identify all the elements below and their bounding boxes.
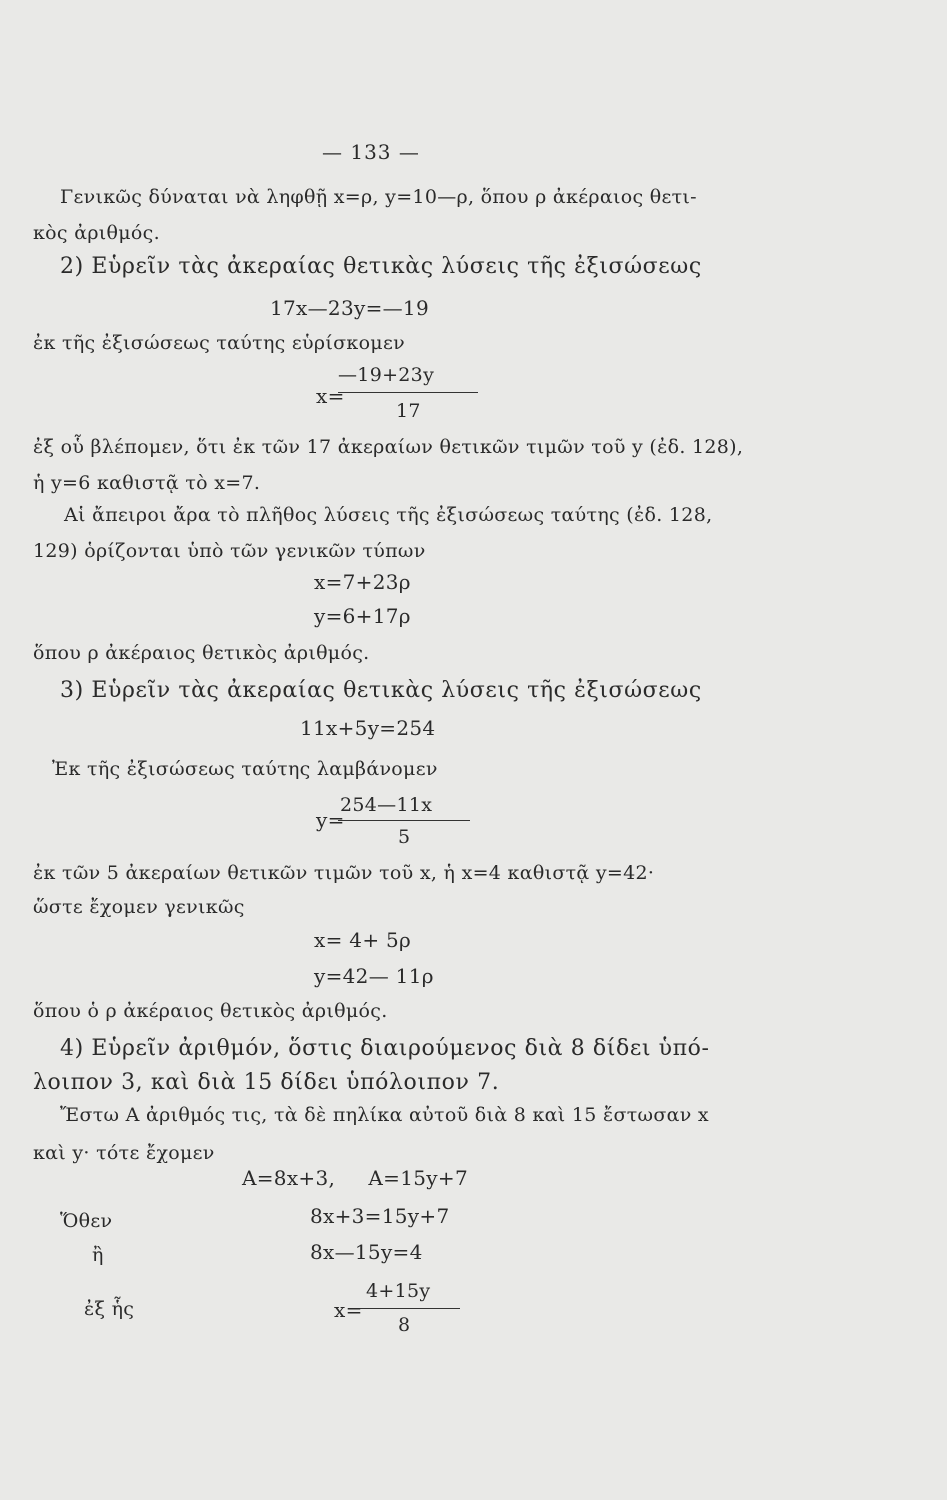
fraction-lhs: x=	[334, 1298, 363, 1322]
fraction-bar	[360, 1308, 460, 1309]
fraction-numerator: 4+15y	[366, 1280, 431, 1302]
equation: 17x—23y=—19	[270, 296, 429, 320]
text-line: ὅπου ρ ἀκέραιος θετικὸς ἀριθμός.	[33, 642, 370, 664]
equation: 8x—15y=4	[310, 1240, 423, 1264]
formula: x= 4+ 5ρ	[314, 928, 412, 952]
text-line: ἐκ τῶν 5 ἀκεραίων θετικῶν τιμῶν τοῦ x, ἡ x=4 καθιστᾷ y=42·	[33, 862, 655, 884]
problem-2-heading: 2) Εὑρεῖν τὰς ἀκεραίας θετικὰς λύσεις τῆς ἐξισώσεως	[60, 254, 702, 279]
page-number: — 133 —	[322, 140, 420, 164]
text-line: Αἱ ἄπειροι ἄρα τὸ πλῆθος λύσεις τῆς ἐξισώσεως ταύτης (ἐδ. 128,	[64, 504, 713, 526]
text-line: ἐκ τῆς ἐξισώσεως ταύτης εὑρίσκομεν	[33, 332, 405, 354]
text-line: 129) ὁρίζονται ὑπὸ τῶν γενικῶν τύπων	[33, 540, 426, 562]
text-line: κὸς ἀριθμός.	[33, 222, 160, 244]
equation: Α=8x+3, Α=15y+7	[242, 1166, 468, 1190]
fraction-denominator: 17	[396, 400, 421, 422]
text-line: ὅπου ὁ ρ ἀκέραιος θετικὸς ἀριθμός.	[33, 1000, 388, 1022]
fraction-denominator: 5	[398, 826, 411, 848]
fraction-lhs: y=	[316, 808, 345, 832]
text-line: ἡ y=6 καθιστᾷ τὸ x=7.	[33, 472, 261, 494]
text-line: Γενικῶς δύναται νὰ ληφθῇ x=ρ, y=10—ρ, ὅπου ρ ἀκέραιος θετι-	[60, 186, 697, 208]
text-line: ἐξ οὗ βλέπομεν, ὅτι ἐκ τῶν 17 ἀκεραίων θετικῶν τιμῶν τοῦ y (ἐδ. 128),	[33, 436, 744, 458]
text-line: ἐξ ἧς	[84, 1298, 135, 1320]
fraction-lhs: x=	[316, 384, 345, 408]
text-line: Ὅθεν	[60, 1210, 113, 1232]
fraction-bar	[338, 820, 470, 821]
equation: 8x+3=15y+7	[310, 1204, 450, 1228]
problem-4-heading: 4) Εὑρεῖν ἀριθμόν, ὅστις διαιρούμενος διὰ 8 δίδει ὑπό-	[60, 1036, 710, 1061]
text-line: ὥστε ἔχομεν γενικῶς	[33, 896, 245, 918]
formula: y=42— 11ρ	[314, 964, 434, 988]
problem-3-heading: 3) Εὑρεῖν τὰς ἀκεραίας θετικὰς λύσεις τῆς ἐξισώσεως	[60, 678, 702, 703]
fraction-denominator: 8	[398, 1314, 411, 1336]
text-line: Ἐκ τῆς ἐξισώσεως ταύτης λαμβάνομεν	[52, 758, 438, 780]
formula: y=6+17ρ	[314, 604, 411, 628]
fraction-bar	[338, 392, 478, 393]
formula: x=7+23ρ	[314, 570, 411, 594]
text-line: καὶ y· τότε ἔχομεν	[33, 1142, 215, 1164]
text-line: λοιπον 3, καὶ διὰ 15 δίδει ὑπόλοιπον 7.	[33, 1070, 500, 1095]
fraction-numerator: —19+23y	[338, 364, 435, 386]
text-line: Ἔστω Α ἀριθμός τις, τὰ δὲ πηλίκα αὐτοῦ διὰ 8 καὶ 15 ἔστωσαν x	[60, 1104, 709, 1126]
text-line: ἢ	[92, 1244, 104, 1266]
fraction-numerator: 254—11x	[340, 794, 433, 816]
equation: 11x+5y=254	[300, 716, 436, 740]
